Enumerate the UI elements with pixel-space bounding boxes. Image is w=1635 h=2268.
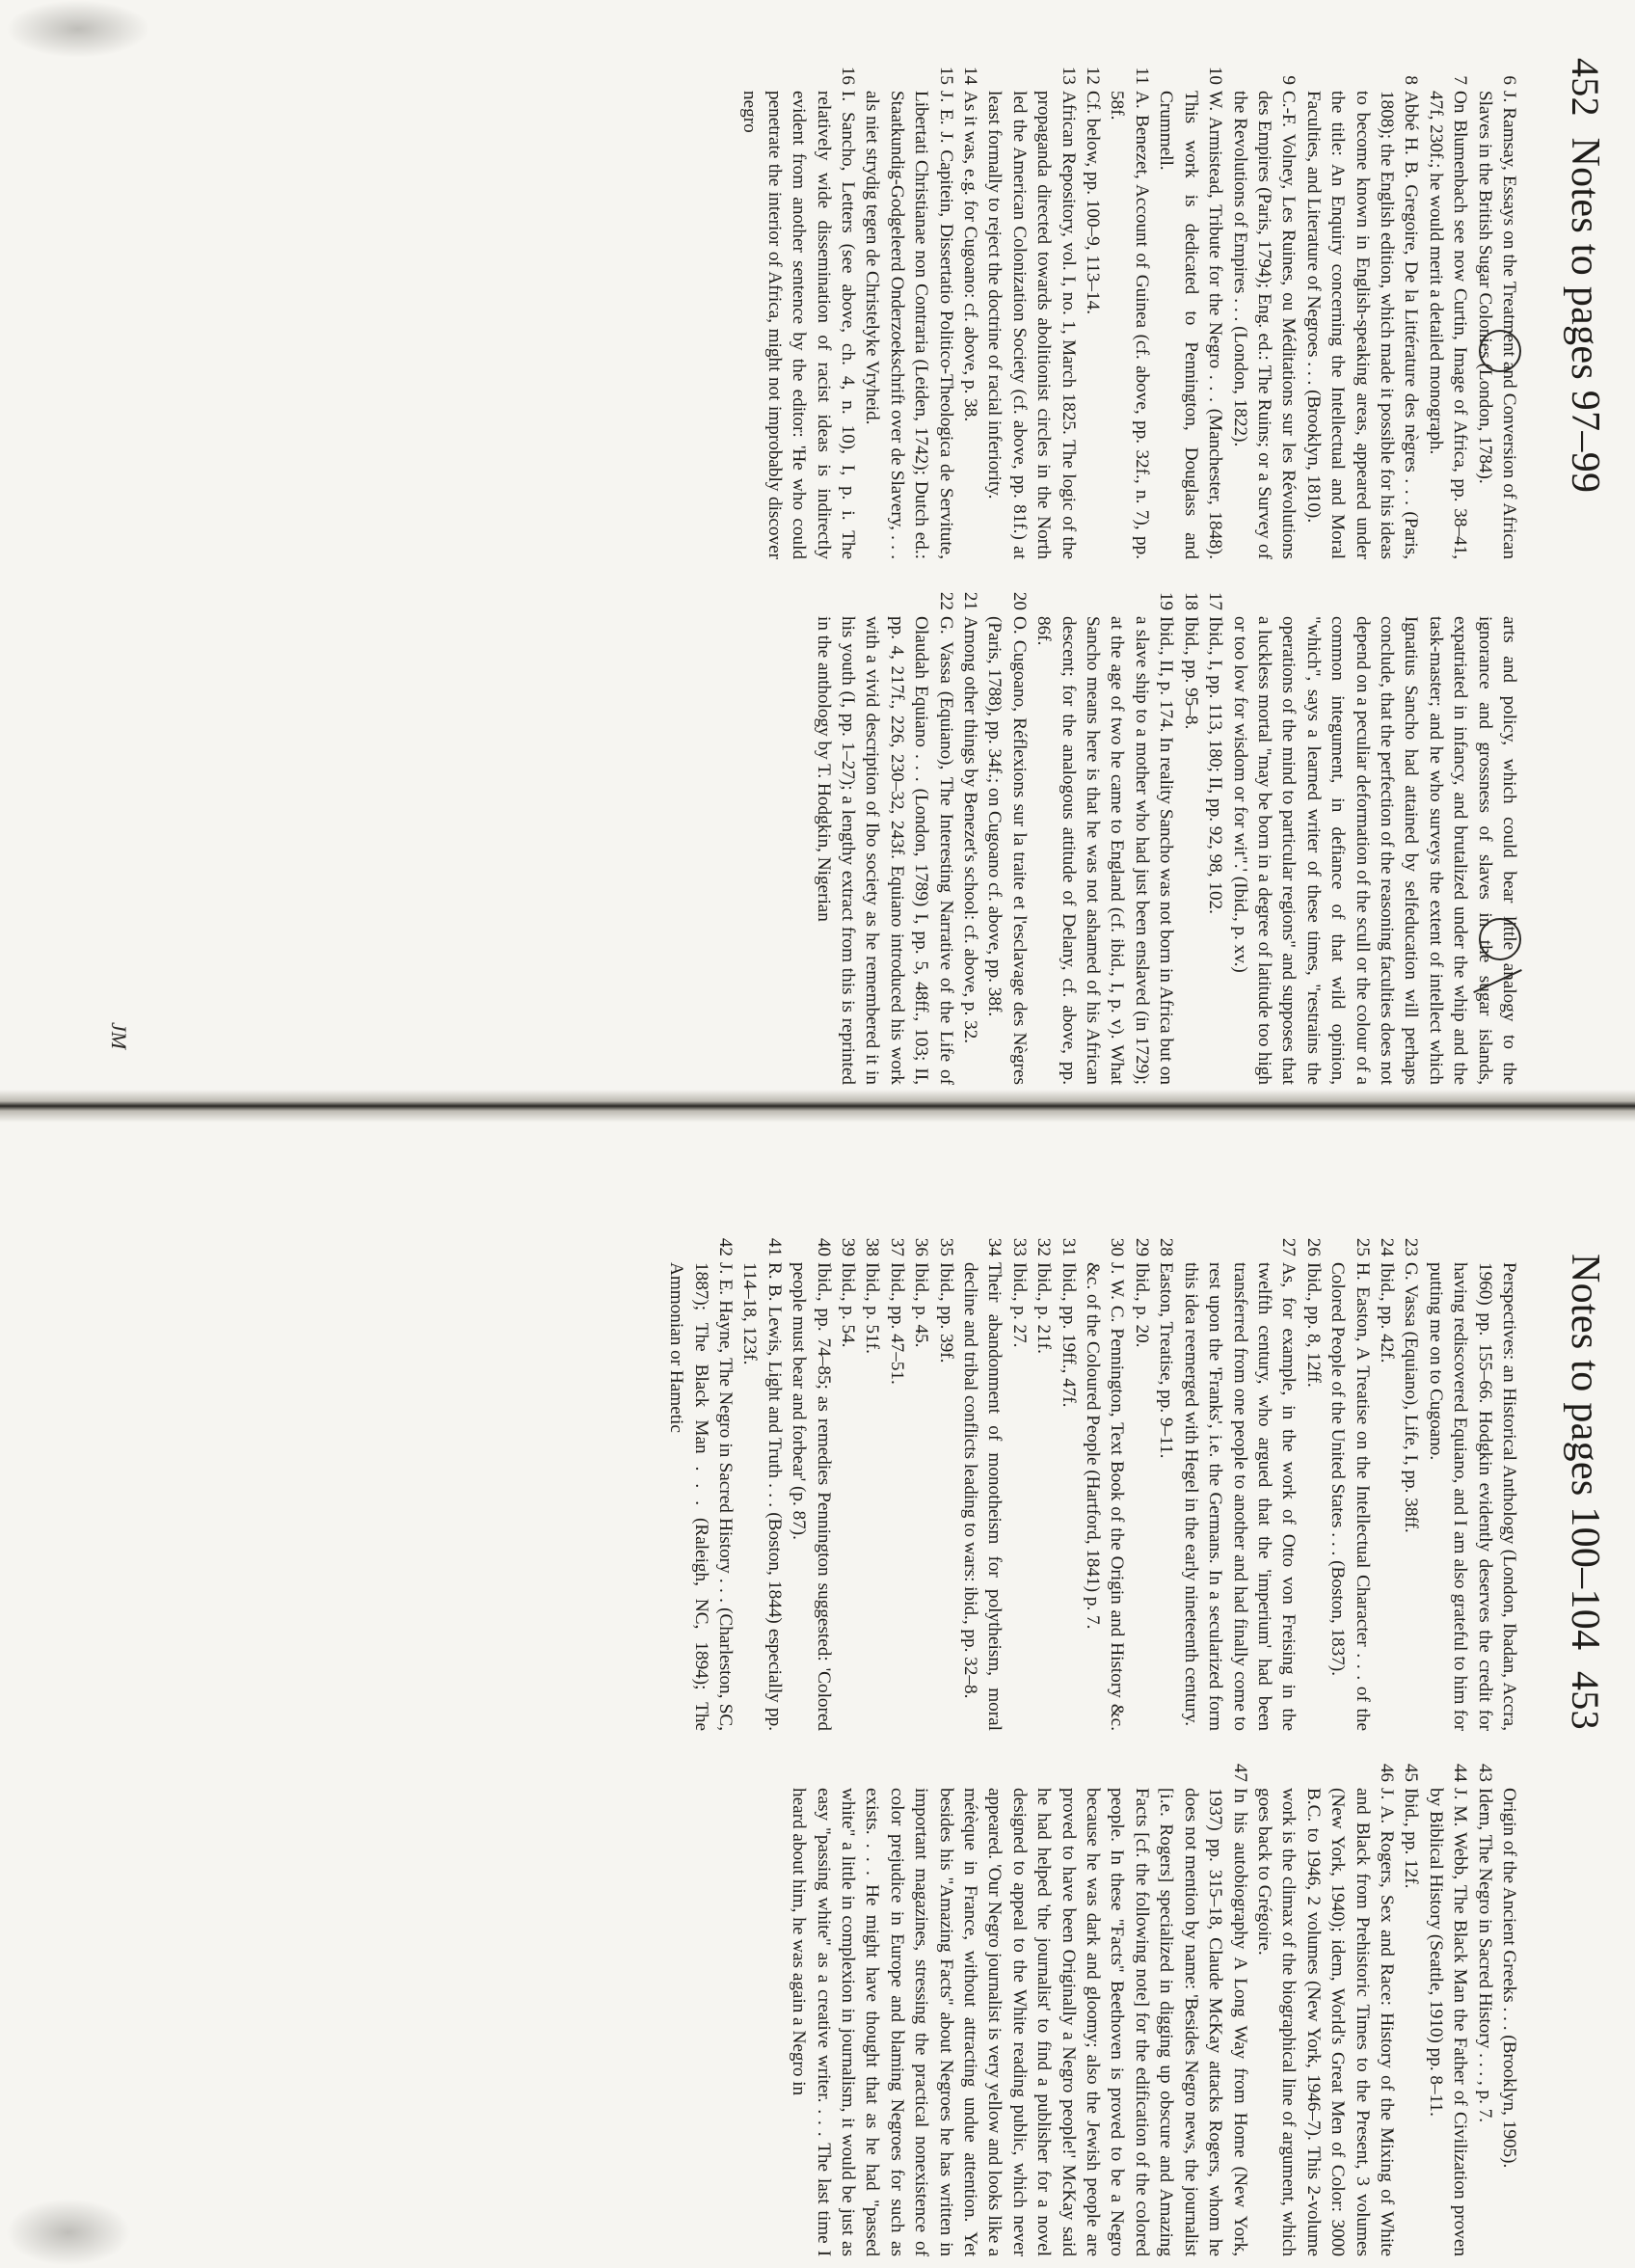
footnote-number: 46 (1376, 1763, 1397, 1782)
footnote (1423, 1755, 1472, 2256)
footnote-text: H. Easton, A Treatise on the Intellectual Character . . . of the Colored People of the United States . . . (Boston, 1837). (1327, 1262, 1373, 1731)
footnote (737, 1229, 787, 1731)
footnote-text: As it was, e.g. for Cugoano: cf. above, p. 38. (960, 91, 981, 422)
left-page (0, 0, 1635, 1109)
footnote-number: 34 (984, 1237, 1005, 1256)
footnote-number: 36 (911, 1237, 932, 1256)
footnote-text: In his autobiography A Long Way from Home (New York, 1937) pp. 315–18, Claude McKay attacks Rogers, whom he does not mention by name: 'Besides Negro news, the journalist [i.e. Rogers] specialized in digging up obscure and Amazing Facts [cf. the following note] for the edification of the colored people. In these "Facts" Beethoven is proved to be a Negro because he was dark and gloomy; also the Jewish people are proved to have been Originally a Negro people!' McKay said he had helped 'the journalist' to find a publisher for a novel designed to appeal to the White reading public, which never appeared. 'Our Negro journalist is very yellow and looks like a métèque in France, without attracting undue attention. Yet besides his "Amazing Facts" about Negroes he has written in important magazines, stressing the practical nonexistence of color prejudice in Europe and blaming Negroes for such as exists. . . . He might have thought that as he had "passed white" a little in complexion in journalism, it would be just as easy "passing white" as a creative writer. . . . The last time I heard about him, he was again a Negro in (789, 1788, 1250, 2256)
footnote-text: Ibid., pp. 42f. (1376, 1262, 1397, 1364)
footnote-text: Ibid., pp. 47–51. (886, 1262, 907, 1385)
footnote (958, 1229, 1007, 1731)
footnote-text: Among other things by Benezet's school: cf. above, p. 32. (960, 616, 981, 1044)
footnote-text: J. Ramsay, Essays on the Treatment and Conversion of African Slaves in the British Sugar Colonies (London, 1784). (1474, 91, 1519, 559)
footnote (933, 1229, 957, 1731)
footnote-number: 31 (1058, 1237, 1079, 1256)
right-notes-column-2 (56, 1755, 1521, 2256)
footnote-number: 11 (1131, 67, 1152, 85)
footnote (1300, 1229, 1325, 1731)
footnote-text: Ibid., p. 45. (911, 1262, 932, 1348)
footnote-number: 26 (1302, 1237, 1324, 1256)
footnote-text: Ibid., pp. 39f. (935, 1262, 956, 1364)
footnote-number: 18 (1180, 591, 1201, 610)
footnote-number: 47 (1229, 1763, 1250, 1782)
left-page-number: 452 (1564, 58, 1607, 117)
left-notes-column-2 (104, 583, 1521, 1085)
footnote (1130, 1229, 1154, 1731)
footnote (1105, 58, 1154, 559)
footnote-number: 35 (935, 1237, 956, 1256)
footnote-text: Ibid., p. 54. (838, 1262, 859, 1348)
footnote-number: 32 (1033, 1237, 1055, 1256)
footnote-text: J. E. Hayne, The Negro in Sacred History . . . (Charleston, SC, 1887); The Black Man . . . (Raleigh, NC, 1894); The Ammonian or Hametic (666, 1262, 736, 1731)
right-running-head-title: Notes to pages 100–104 (1563, 1254, 1607, 1651)
footnote-text: Ibid., II, p. 174. In reality Sancho was not born in Africa but on a slave ship to a mother who had just been enslaved (in 1729); at the age of two he came to England (cf. ibid., I, p. v). What Sancho means here is that he was not ashamed of his African descent; for the analogous attitude of Delany, cf. above, pp. 86f. (1033, 616, 1177, 1085)
footnote (1252, 1755, 1399, 2256)
footnote-number: 20 (1008, 591, 1030, 610)
footnote-number: 33 (1008, 1237, 1030, 1256)
footnote (1081, 58, 1105, 559)
footnote-text: Origin of the Ancient Greeks . . . (Brooklyn, 1905). (1499, 1788, 1519, 2169)
footnote-text: Cf. below, pp. 100–9, 113–14. (1083, 91, 1104, 315)
footnote-number: 24 (1376, 1237, 1397, 1256)
right-page (0, 1138, 1635, 2268)
footnote-number: 15 (935, 66, 956, 85)
left-running-head (1546, 58, 1608, 493)
footnote-text: G. Vassa (Equiano), The Interesting Narrative of the Life of Olaudah Equiano . . . (London, 1789) I, pp. 5, 48ff., 103; II, pp. 4, 217f., 226, 230–32, 243f. Equiano introduced his work with a vivid description of Ibo society as he remembered it in his youth (I, pp. 1–27); a lengthy extract from this is reprinted in the anthology by T. Hodgkin, Nigerian (813, 616, 956, 1085)
footnote (1375, 1229, 1399, 1731)
footnote-number: 37 (886, 1237, 907, 1256)
footnote (1326, 1229, 1375, 1731)
footnote (1497, 1755, 1521, 2256)
footnote (1032, 583, 1178, 1085)
footnote-number: 9 (1278, 75, 1300, 85)
footnote-text: Ibid., p. 27. (1008, 1262, 1030, 1348)
footnote-number: 40 (813, 1237, 834, 1256)
margin-handwritten-mark: JM (107, 1022, 131, 1050)
footnote-text: Perspectives: an Historical Anthology (London, Ibadan, Accra, 1960) pp. 155–66. Hodgkin evidently deserves the credit for having rediscovered Equiano, and I am also grateful to him for putting me on to Cugoano. (1425, 1262, 1519, 1731)
footnote (836, 1229, 860, 1731)
footnote (737, 58, 860, 559)
book-gutter (0, 1090, 1635, 1122)
footnote (787, 1229, 836, 1731)
footnote-number: 17 (1205, 591, 1226, 610)
footnote-number: 12 (1083, 66, 1104, 85)
footnote-text: Ibid., p. 21f. (1033, 1262, 1055, 1354)
footnote (1399, 1229, 1423, 1731)
footnote-text: Ibid., pp. 74–85; as remedies Pennington suggested: 'Colored people must bear and forbear' (p. 87). (789, 1262, 834, 1731)
footnote (1472, 58, 1521, 559)
footnote (1006, 1229, 1031, 1731)
footnote-text: G. Vassa (Equiano), Life, I, pp. 38ff. (1401, 1262, 1422, 1533)
footnote-text: Ibid., I, pp. 113, 180; II, pp. 92, 98, 102. (1205, 616, 1226, 914)
footnote (1399, 1755, 1423, 2256)
footnote-text: W. Armistead, Tribute for the Negro . . . (Manchester, 1848). This work is dedicated to Pennington, Douglass and Crummell. (1156, 91, 1226, 559)
left-running-head-title: Notes to pages 97–99 (1563, 137, 1607, 494)
footnote (1081, 1229, 1130, 1731)
footnote (982, 58, 1081, 559)
footnote-text: C.-F. Volney, Les Ruines, ou Méditations sur les Révolutions des Empires (Paris, 1794); Eng. ed.: The Ruins; or a Survey of the Revolutions of Empires . . . (London, 1822). (1229, 91, 1300, 559)
footnote (664, 1229, 737, 1731)
footnote-text: Easton, Treatise, pp. 9–11. (1156, 1262, 1177, 1459)
footnote-number: 8 (1401, 75, 1422, 85)
footnote (1178, 583, 1202, 1085)
footnote (958, 58, 982, 559)
footnote-text: Ibid., pp. 19ff., 47f. (1058, 1262, 1079, 1408)
footnote-text: R. B. Lewis, Light and Truth . . . (Boston, 1844) especially pp. 114–18, 123f. (739, 1262, 785, 1731)
footnote-number: 42 (715, 1237, 736, 1256)
footnote-text: O. Cugoano, Réflexions sur la traite et l'esclavage des Nègres (Paris, 1788), pp. 34f.; on Cugoano cf. above, pp. 38f. (984, 616, 1030, 1085)
footnote (1154, 58, 1227, 559)
footnote-text: Their abandonment of monotheism for polytheism, moral decline and tribal conflicts leading to wars: ibid., pp. 32–8. (960, 1262, 1005, 1731)
footnote-number: 7 (1450, 75, 1471, 85)
footnote-number: 28 (1156, 1237, 1177, 1256)
footnote-text: African Repository, vol. I, no. 1, March 1825. The logic of the propaganda directed towards abolitionist circles in the North led the American Colonization Society (cf. above, pp. 81f.) at least formally to reject the doctrine of racial inferiority. (984, 91, 1079, 559)
footnote-text: Ibid., pp. 12f. (1401, 1788, 1422, 1889)
footnote (860, 58, 958, 559)
footnote-number: 43 (1474, 1763, 1495, 1782)
footnote-text: On Blumenbach see now Curtin, Image of Africa, pp. 38–41, 47f, 230f.; he would merit a detailed monograph. (1425, 91, 1471, 559)
footnote-text: Ibid., pp. 8, 12ff. (1302, 1262, 1324, 1388)
footnote-number: 23 (1401, 1237, 1422, 1256)
footnote (909, 1229, 933, 1731)
footnote (1056, 1229, 1080, 1731)
footnote (958, 583, 982, 1085)
footnote-number: 10 (1205, 66, 1226, 85)
footnote-number: 22 (935, 591, 956, 610)
footnote-text: J. A. Rogers, Sex and Race: History of the Mixing of White and Black from Prehistoric Times to the Present, 3 volumes (New York, 1940); idem, World's Great Men of Color: 3000 B.C. to 1946, 2 volumes (New York, 1946–7). This 2-volume work is the climax of the biographical line of argument, which goes back to Grégoire. (1253, 1788, 1397, 2256)
left-notes-column-1 (104, 58, 1521, 559)
footnote (1423, 58, 1472, 559)
footnote-text: J. W. C. Pennington, Text Book of the Origin and History &c. &c. of the Coloured People (Hartford, 1841) p. 7. (1083, 1262, 1128, 1731)
footnote (1178, 1229, 1300, 1731)
footnote-number: 14 (960, 66, 981, 85)
footnote-number: 45 (1401, 1763, 1422, 1782)
footnote-number: 38 (862, 1237, 883, 1256)
footnote (884, 1229, 908, 1731)
footnote-number: 25 (1352, 1237, 1373, 1256)
footnote (1203, 583, 1227, 1085)
scan-smudge (6, 2199, 131, 2266)
footnote (1227, 583, 1521, 1085)
footnote-number: 30 (1107, 1237, 1128, 1256)
footnote-number: 6 (1499, 75, 1519, 85)
footnote-number: 44 (1450, 1763, 1471, 1782)
footnote (1423, 1229, 1521, 1731)
footnote-text: Ibid., p. 51f. (862, 1262, 883, 1354)
footnote-text: As, for example, in the work of Otto von Freising in the twelfth century, who argued that the 'imperium' had been transferred from one people to another and had finally come to rest upon the 'Franks', i.e. the Germans. In a secularized form this idea reemerged with Hegel in the early nineteenth century. (1180, 1262, 1300, 1731)
footnote-text: Abbé H. B. Gregoire, De la Littérature des nègres . . . (Paris, 1808); the English edition, which made it possible for his ideas to become known in English-speaking areas, appeared under the title: An Enquiry concerning the Intellectual and Moral Faculties, and Literature of Negroes . . . (Brooklyn, 1810). (1302, 91, 1422, 559)
footnote-number: 41 (764, 1237, 785, 1256)
footnote-number: 16 (838, 66, 859, 85)
footnote (1227, 58, 1300, 559)
footnote-number: 13 (1058, 66, 1079, 85)
footnote-number: 29 (1131, 1237, 1152, 1256)
footnote (1154, 1229, 1178, 1731)
right-notes-column-1 (152, 1229, 1521, 1731)
footnote-text: Ibid., p. 20. (1131, 1262, 1152, 1348)
footnote-number: 21 (960, 591, 981, 610)
footnote-number: 27 (1278, 1237, 1300, 1256)
footnote (982, 583, 1032, 1085)
footnote-number: 39 (838, 1237, 859, 1256)
scan-smudge (6, 0, 150, 58)
footnote (787, 1755, 1252, 2256)
right-running-head (1546, 1254, 1608, 1730)
footnote-text: J. E. J. Capitein, Dissertatio Politico-Theologica de Servitute, Libertati Christianae non Contraria (Leiden, 1742); Dutch ed.: Staatkundig-Godgeleerd Onderzoekschrift over de Slavery, . . . als niet strydig tegen de Christelyke Vryheid. (862, 91, 956, 559)
footnote-text: Idem, The Negro in Sacred History . . . , p. 7. (1474, 1788, 1495, 2123)
footnote (811, 583, 957, 1085)
footnote (860, 1229, 884, 1731)
footnote (1032, 1229, 1056, 1731)
footnote (1472, 1755, 1496, 2256)
footnote-text: J. M. Webb, The Black Man the Father of Civilization proven by Biblical History (Seattle, 1910) pp. 8–11. (1425, 1788, 1471, 2256)
footnote-text: Ibid., pp. 95–8. (1180, 616, 1201, 730)
footnote-text: A. Benezet, Account of Guinea (cf. above, pp. 32f., n. 7), pp. 58f. (1107, 91, 1152, 559)
footnote-text: arts and policy, which could bear little analogy to the ignorance and grossness of slaves in the sugar islands, expatriated in infancy, and brutalized under the whip and the task-master; and he who surveys the extent of intellect which Ignatius Sancho had attained by selfeducation will perhaps conclude, that the perfection of the reasoning faculties does not depend on a peculiar deformation of the scull or the colour of a common integument, in defiance of that wild opinion, "which", says a learned writer of these times, "restrains the operations of the mind to particular regions" and supposes that a luckless mortal "may be born in a degree of latitude too high or too low for wisdom or for wit".' (Ibid., p. xv.) (1229, 616, 1519, 1085)
footnote-number: 19 (1156, 591, 1177, 610)
footnote-text: I. Sancho, Letters (see above, ch. 4, n. 10), I, p. i. The relatively wide dissemination of racist ideas is indirectly evident from another sentence by the editor: 'He who could penetrate the interior of Africa, might not improbably discover negro (739, 91, 859, 559)
right-page-number: 453 (1564, 1671, 1607, 1730)
footnote (1300, 58, 1423, 559)
